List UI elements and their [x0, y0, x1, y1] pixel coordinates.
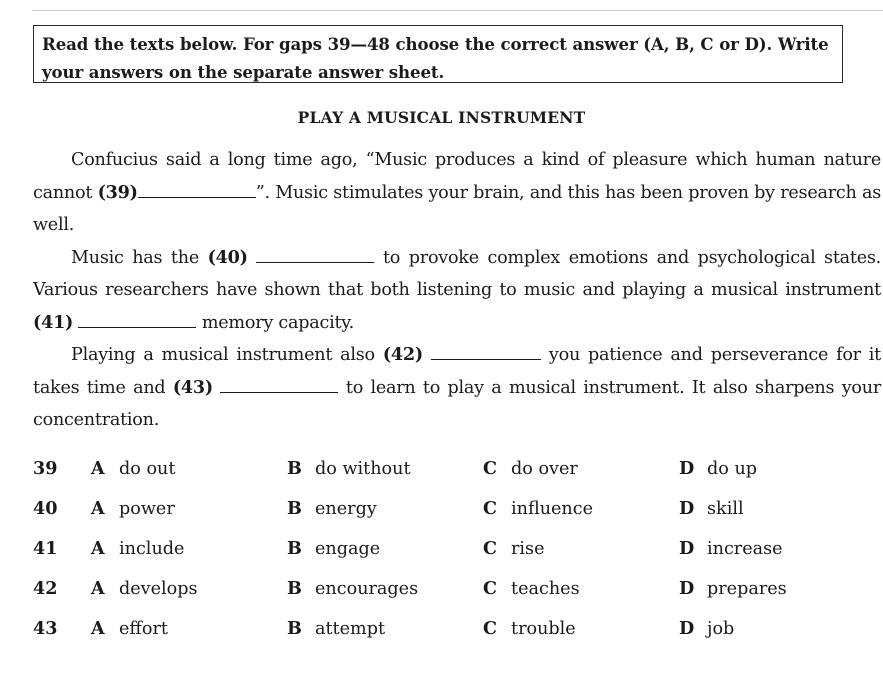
question-row — [33, 569, 873, 609]
option-text: skill — [707, 499, 744, 519]
option-letter: C — [483, 618, 498, 639]
instructions-box: Read the texts below. For gaps 39—48 choose the correct answer (A, B, C or D). Write your answers on the separate answer sheet. — [33, 25, 843, 83]
option-text: prepares — [707, 579, 787, 599]
gap-43-number: (43) — [172, 376, 213, 398]
option-letter: B — [287, 618, 302, 639]
paragraph-1 — [33, 144, 881, 242]
option-text: increase — [707, 539, 783, 559]
option-text: engage — [315, 539, 381, 559]
paragraph-2 — [33, 242, 881, 340]
option-letter: C — [483, 578, 498, 599]
gap-40-number: (40) — [207, 246, 248, 268]
option-letter: A — [91, 578, 105, 599]
paragraph-text: to learn to play a musical instrument. It also sharpens your concentration. — [33, 377, 881, 430]
option-a[interactable] — [91, 529, 184, 569]
option-d[interactable] — [679, 449, 757, 489]
paragraph-text: Playing a musical instrument also — [71, 345, 383, 365]
paragraph-text: memory capacity. — [196, 312, 354, 333]
question-number: 43 — [33, 618, 58, 639]
question-row — [33, 489, 873, 529]
option-c[interactable] — [483, 489, 593, 529]
option-c[interactable] — [483, 609, 576, 649]
option-letter: D — [679, 578, 695, 599]
option-b[interactable] — [287, 489, 377, 529]
option-letter: B — [287, 578, 302, 599]
answer-options — [33, 449, 873, 649]
option-b[interactable] — [287, 609, 385, 649]
option-letter: A — [91, 498, 105, 519]
gap-39-number: (39) — [97, 181, 138, 203]
option-text: encourages — [315, 579, 419, 599]
option-c[interactable] — [483, 449, 578, 489]
gap-39-blank — [138, 181, 256, 198]
option-letter: C — [483, 458, 498, 479]
option-a[interactable] — [91, 569, 198, 609]
option-letter: D — [679, 498, 695, 519]
option-text: develops — [119, 579, 198, 599]
option-d[interactable] — [679, 529, 783, 569]
option-d[interactable] — [679, 569, 787, 609]
option-letter: A — [91, 618, 105, 639]
option-letter: A — [91, 538, 105, 559]
option-letter: B — [287, 498, 302, 519]
paragraph-text: Confucius said a long time ago, “Music produces a kind of pleasure which human nature cannot — [33, 150, 881, 203]
option-text: energy — [315, 499, 377, 519]
question-number: 39 — [33, 458, 58, 479]
question-row — [33, 449, 873, 489]
option-a[interactable] — [91, 489, 175, 529]
option-b[interactable] — [287, 569, 418, 609]
paragraph-3 — [33, 339, 881, 437]
gap-42-blank — [431, 343, 541, 360]
question-number: 40 — [33, 498, 58, 519]
option-a[interactable] — [91, 449, 175, 489]
option-letter: C — [483, 538, 498, 559]
option-b[interactable] — [287, 449, 411, 489]
question-number: 41 — [33, 538, 58, 559]
text-body — [33, 144, 881, 437]
paragraph-text: ”. Music stimulates your brain, and this has been proven by research as well. — [33, 182, 882, 235]
option-text: teaches — [511, 579, 580, 599]
question-row — [33, 529, 873, 569]
option-text: include — [119, 539, 185, 559]
option-text: influence — [511, 499, 594, 519]
question-number: 42 — [33, 578, 58, 599]
option-text: trouble — [511, 619, 576, 639]
option-letter: D — [679, 458, 695, 479]
option-text: attempt — [315, 619, 386, 639]
text-title: PLAY A MUSICAL INSTRUMENT — [297, 108, 586, 127]
option-letter: B — [287, 458, 302, 479]
option-text: do without — [315, 459, 411, 479]
option-text: job — [707, 619, 735, 639]
option-letter: C — [483, 498, 498, 519]
option-c[interactable] — [483, 529, 544, 569]
option-b[interactable] — [287, 529, 380, 569]
option-text: effort — [119, 619, 168, 639]
option-letter: D — [679, 618, 695, 639]
option-letter: B — [287, 538, 302, 559]
option-text: do out — [119, 459, 176, 479]
option-text: do over — [511, 459, 578, 479]
option-d[interactable] — [679, 609, 734, 649]
option-text: do up — [707, 459, 758, 479]
option-text: rise — [511, 539, 545, 559]
gap-43-blank — [220, 376, 338, 393]
option-a[interactable] — [91, 609, 168, 649]
paragraph-text: you patience and perseverance for it takes time and — [33, 345, 881, 398]
gap-41-number: (41) — [33, 311, 74, 333]
gap-41-blank — [78, 311, 196, 328]
gap-40-blank — [256, 246, 374, 263]
paragraph-text: to provoke complex emotions and psychological states. Various researchers have shown that both listening to music and playing a musical instrument — [33, 247, 882, 300]
top-rule — [32, 0, 883, 11]
option-letter: A — [91, 458, 105, 479]
gap-42-number: (42) — [382, 344, 423, 365]
paragraph-text: Music has the — [71, 247, 208, 268]
option-letter: D — [679, 538, 695, 559]
option-d[interactable] — [679, 489, 744, 529]
option-text: power — [119, 499, 175, 519]
option-c[interactable] — [483, 569, 580, 609]
question-row — [33, 609, 873, 649]
